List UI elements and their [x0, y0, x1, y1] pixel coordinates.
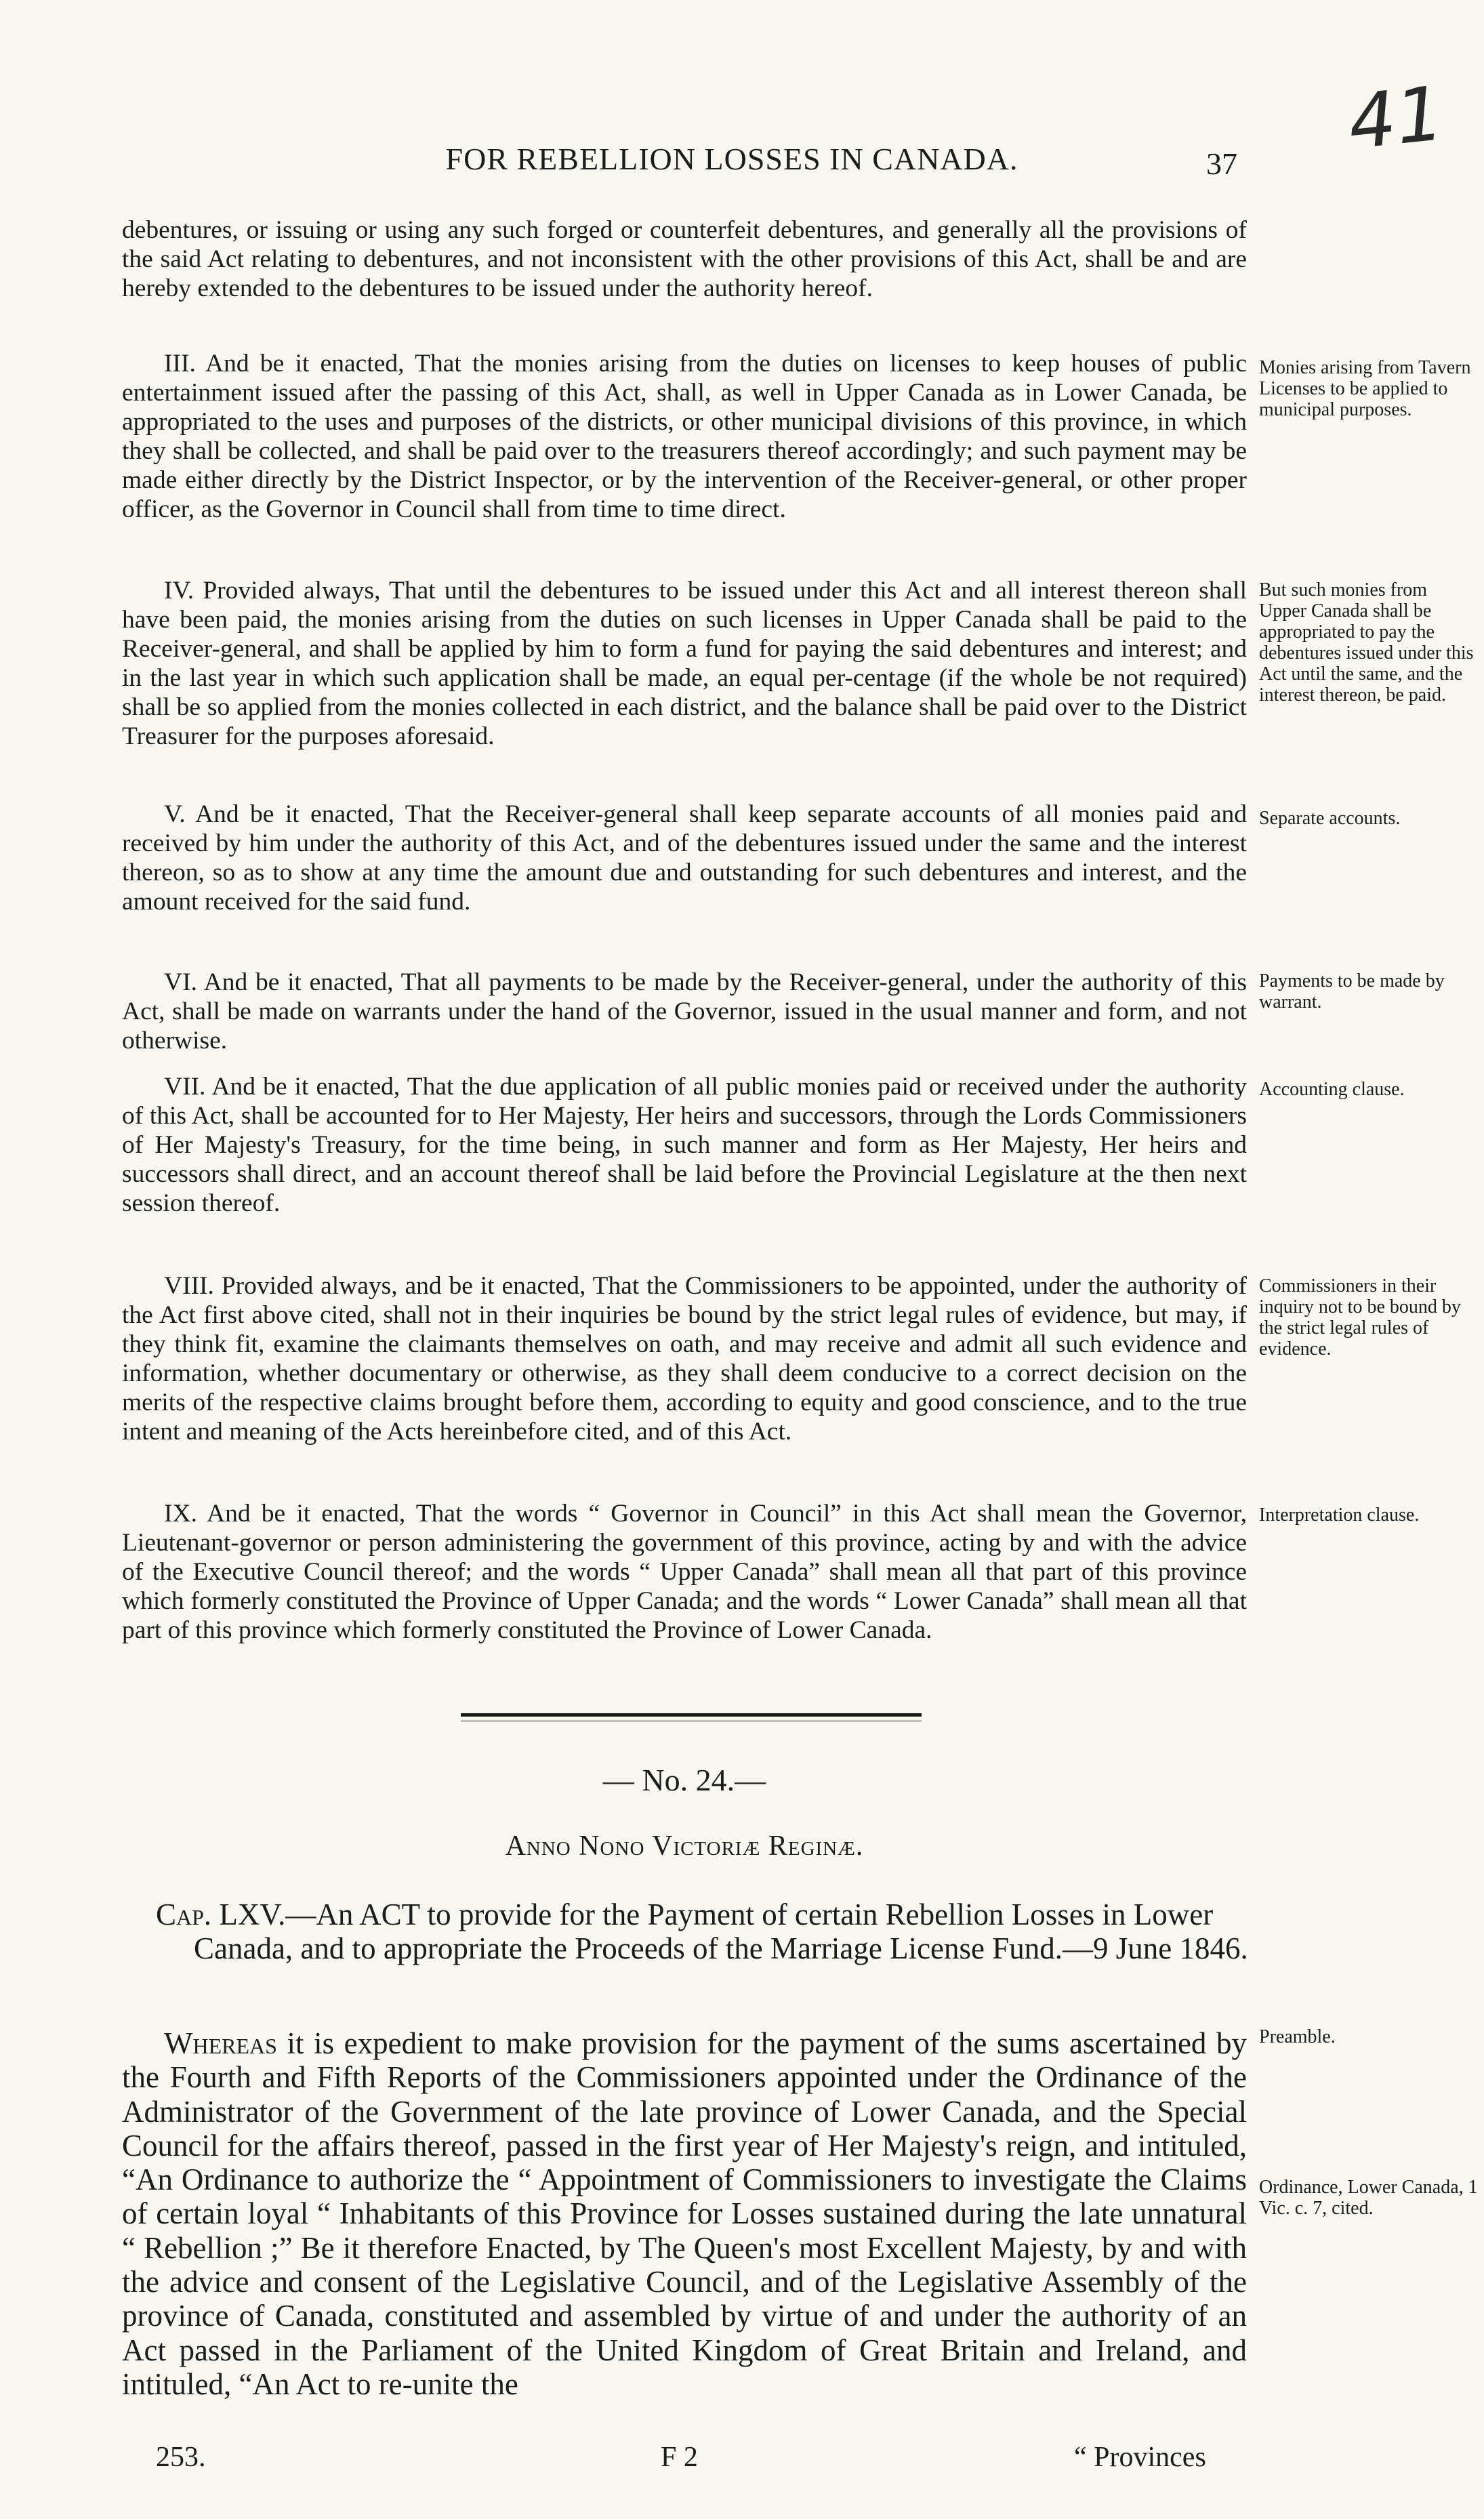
- paragraph: VIII. Provided always, and be it enacted, That the Commissioners to be appointed, under the authority of the Act first above cited, shall not in their inquiries be bound by the strict legal rules of evidence, but may, if they think fit, examine the claimants themselves on oath, and may receive and admit all such evidence and information, whether documentary or otherwise, as they shall deem conducive to a correct decision on the merits of the respective claims brought before them, according to equity and good conscience, and to the true intent and meaning of the Acts hereinbefore cited, and of this Act.: [122, 1272, 1247, 1446]
- signature-mark: F 2: [661, 2442, 698, 2473]
- margin-note: Commissioners in their inquiry not to be bound by the strict legal rules of evidence.: [1259, 1275, 1461, 1359]
- running-head: FOR REBELLION LOSSES IN CANADA.: [445, 142, 1018, 176]
- preamble-lead: Whereas: [164, 2026, 277, 2060]
- margin-note: But such monies from Upper Canada shall be appropriated to pay the debentures issued under this Act until the same, and the interest thereon, be paid.: [1259, 579, 1474, 705]
- section-iii: [122, 349, 1247, 524]
- preamble-text: it is expedient to make provision for the payment of the sums ascertained by the Fourth and Fifth Reports of the Commissioners appointed under the Ordinance of the Administrator of the Government of the late province of Lower Canada, and the Special Council for the affairs thereof, passed in the first year of Her Majesty's reign, and intituled, “An Ordinance to authorize the “ Appointment of Commissioners to investigate the Claims of certain loyal “ Inhabitants of this Province for Losses sustained during the late unnatural “ Rebellion ;” Be it therefore Enacted, by The Queen's most Excellent Majesty, by and with the advice and consent of the Legislative Council, and of the Legislative Assembly of the province of Canada, constituted and assembled by virtue of and under the authority of an Act passed in the Parliament of the United Kingdom of Great Britain and Ireland, and intituled, “An Act to re-unite the: [122, 2026, 1247, 2401]
- section-ix: [122, 1499, 1247, 1645]
- margin-note: Separate accounts.: [1259, 808, 1401, 829]
- preamble: [122, 2026, 1247, 2401]
- section-v: [122, 800, 1247, 916]
- page-number: 37: [1206, 146, 1237, 181]
- paragraph: IX. And be it enacted, That the words “ Governor in Council” in this Act shall mean the Governor, Lieutenant-governor or person administering the government of this province, acting by and with the advice of the Executive Council thereof; and the words “ Upper Canada” shall mean all that part of this province which formerly constituted the Province of Upper Canada; and the words “ Lower Canada” shall mean all that part of this province which formerly constituted the Province of Lower Canada.: [122, 1500, 1247, 1644]
- margin-note: Payments to be made by warrant.: [1259, 970, 1445, 1012]
- regnal-year-heading: Anno Nono Victoriæ Reginæ.: [505, 1830, 864, 1862]
- section-iv: [122, 576, 1247, 751]
- chapter-label: Cap. LXV.: [156, 1898, 286, 1931]
- chapter-title: —An ACT to provide for the Payment of certain Rebellion Losses in Lower Canada, and to appropriate the Proceeds of the Marriage License Fund.—9 June 1846.: [194, 1898, 1248, 1965]
- paragraph: VII. And be it enacted, That the due application of all public monies paid or received under the authority of this Act, shall be accounted for to Her Majesty, Her heirs and successors, through the Lords Commissioners of Her Majesty's Treasury, for the time being, in such manner and form as Her Majesty, Her heirs and successors shall direct, and an account thereof shall be laid before the Provincial Legislature at the then next session thereof.: [122, 1073, 1247, 1217]
- paragraph: V. And be it enacted, That the Receiver-general shall keep separate accounts of all monies paid and received by him under the authority of this Act, and of the debentures issued under the same and the interest thereon, so as to show at any time the amount due and outstanding for such debentures and interest, and the amount received for the said fund.: [122, 800, 1247, 916]
- footer-number: 253.: [156, 2442, 206, 2473]
- handwritten-folio: 41: [1344, 70, 1448, 166]
- paragraph: debentures, or issuing or using any such forged or counterfeit debentures, and generally all the provisions of the said Act relating to debentures, and not inconsistent with the other provisions of this Act, shall be and are hereby extended to the debentures to be issued under the authority hereof.: [122, 216, 1247, 302]
- paragraph: VI. And be it enacted, That all payments to be made by the Receiver-general, under the authority of this Act, shall be made on warrants under the hand of the Governor, issued in the usual manner and form, and not otherwise.: [122, 968, 1247, 1054]
- section-viii: [122, 1271, 1247, 1446]
- margin-note: Ordinance, Lower Canada, 1 Vic. c. 7, cited.: [1259, 2177, 1478, 2219]
- margin-note: Monies arising from Tavern Licenses to be applied to municipal purposes.: [1259, 357, 1471, 420]
- section-vi: [122, 968, 1247, 1055]
- catchword: “ Provinces: [1074, 2442, 1206, 2473]
- paragraph: IV. Provided always, That until the debentures to be issued under this Act and all interest thereon shall have been paid, the monies arising from the duties on such licenses in Upper Canada shall be paid to the Receiver-general, and shall be applied by him to form a fund for paying the said debentures and interest; and in the last year in which such application shall be made, an equal per-centage (if the whole be not required) shall be so applied from the monies collected in each district, and the balance shall be paid over to the District Treasurer for the purposes aforesaid.: [122, 577, 1247, 750]
- section-vii: [122, 1072, 1247, 1218]
- margin-note: Preamble.: [1259, 2026, 1336, 2047]
- preamble-paragraph: [122, 2026, 1247, 2401]
- paragraph: III. And be it enacted, That the monies arising from the duties on licenses to keep houses of public entertainment issued after the passing of this Act, shall, as well in Upper Canada as in Lower Canada, be appropriated to the uses and purposes of the districts, or other municipal divisions of this province, in which they shall be collected, and shall be paid over to the treasurers thereof accordingly; and such payment may be made either directly by the District Inspector, or by the intervention of the Receiver-general, or other proper officer, as the Governor in Council shall from time to time direct.: [122, 350, 1247, 523]
- margin-note: Interpretation clause.: [1259, 1504, 1420, 1525]
- act-number: — No. 24.—: [602, 1763, 766, 1797]
- paragraph-continuation: [122, 216, 1247, 303]
- act-title: [156, 1898, 1278, 1965]
- section-divider: [461, 1713, 922, 1721]
- margin-note: Accounting clause.: [1259, 1079, 1405, 1100]
